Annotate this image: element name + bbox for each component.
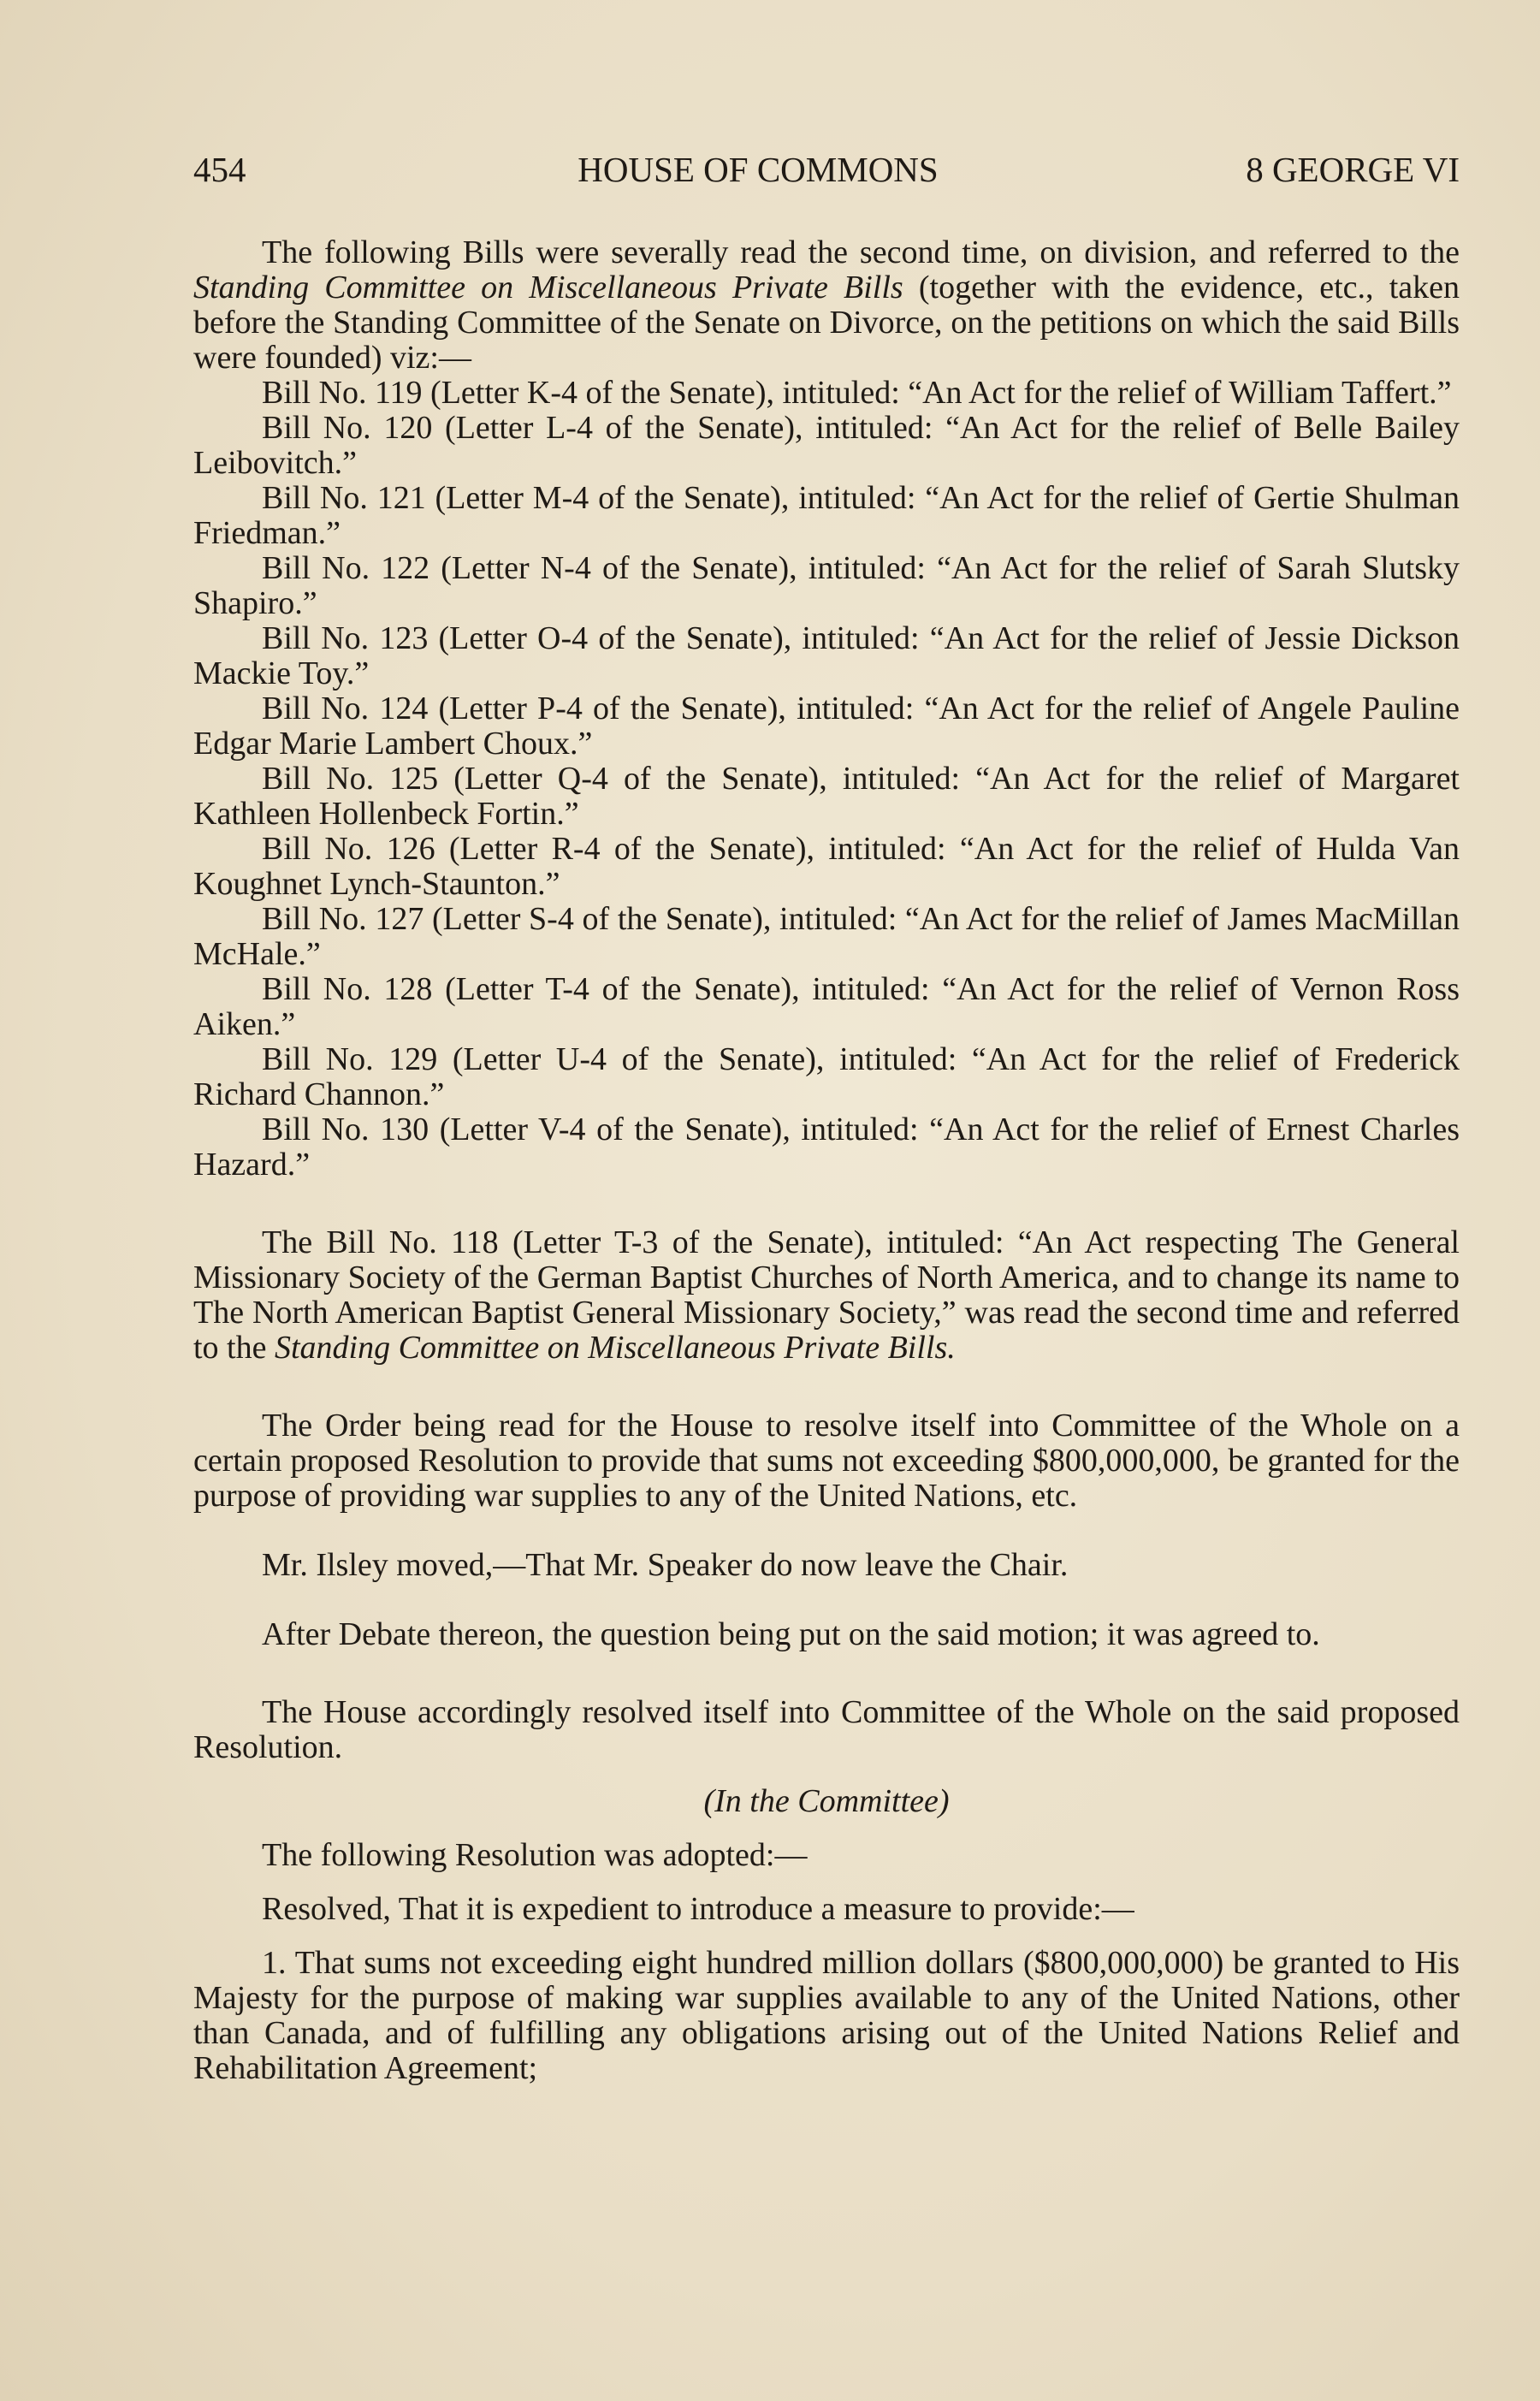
bill-item: Bill No. 129 (Letter U-4 of the Senate), intituled: “An Act for the relief of Frederick Richard Channon.” <box>193 1041 1460 1112</box>
intro-part1: The following Bills were severally read the second time, on division, and referred to the <box>262 234 1460 270</box>
motion-paragraph: Mr. Ilsley moved,—That Mr. Speaker do now leave the Chair. <box>262 1547 1069 1583</box>
bill-118-text: The Bill No. 118 (Letter T-3 of the Senate), intituled: “An Act respecting The General Missionary Society of the German Baptist Churches of North America, and to change its name to The North American Baptist General Missionary Society,” was read the second time and referred to the <box>193 1224 1460 1366</box>
intro-committee: Standing Committee on Miscellaneous Private Bills <box>193 270 903 305</box>
bill-item: Bill No. 119 (Letter K-4 of the Senate), intituled: “An Act for the relief of William Taffert.” <box>262 375 1452 411</box>
bill-item: Bill No. 125 (Letter Q-4 of the Senate), intituled: “An Act for the relief of Margaret Kathleen Hollenbeck Fortin.” <box>193 761 1460 832</box>
bill-item: Bill No. 124 (Letter P-4 of the Senate), intituled: “An Act for the relief of Angele Pauline Edgar Marie Lambert Choux.” <box>193 691 1460 762</box>
in-committee-label: (In the Committee) <box>703 1783 950 1819</box>
bill-item: Bill No. 126 (Letter R-4 of the Senate), intituled: “An Act for the relief of Hulda Van Koughnet Lynch-Staunton.” <box>193 831 1460 902</box>
page-content <box>193 152 1460 2086</box>
adopted-paragraph: The following Resolution was adopted:— <box>262 1837 808 1873</box>
bill-item: Bill No. 123 (Letter O-4 of the Senate), intituled: “An Act for the relief of Jessie Dickson Mackie Toy.” <box>193 620 1460 691</box>
intro-paragraph <box>193 235 1460 376</box>
bill-item: Bill No. 122 (Letter N-4 of the Senate), intituled: “An Act for the relief of Sarah Slutsky Shapiro.” <box>193 550 1460 621</box>
intro-part2: (together with the evidence, etc., taken before the Standing Committee of the Senate on Divorce, on the petitions on which the said Bills were founded) viz:— <box>193 270 1460 376</box>
house-resolved-paragraph: The House accordingly resolved itself into Committee of the Whole on the said proposed Resolution. <box>193 1694 1460 1765</box>
bill-118-paragraph <box>193 1225 1460 1366</box>
order-paragraph: The Order being read for the House to resolve itself into Committee of the Whole on a certain proposed Resolution to provide that sums not exceeding $800,000,000, be granted for the purpose of providing war supplies to any of the United Nations, etc. <box>193 1408 1460 1514</box>
running-title: HOUSE OF COMMONS <box>578 150 939 189</box>
bill-item: Bill No. 128 (Letter T-4 of the Senate), intituled: “An Act for the relief of Vernon Ross Aiken.” <box>193 971 1460 1042</box>
page-number: 454 <box>193 150 246 189</box>
clause-1-paragraph: 1. That sums not exceeding eight hundred million dollars ($800,000,000) be granted to His Majesty for the purpose of making war supplies available to any of the United Nations, other than Canada, and of fulfilling any obligations arising out of the United Nations Relief and Rehabilitation Agreement; <box>193 1945 1460 2086</box>
bill-118-committee: Standing Committee on Miscellaneous Private Bills. <box>274 1330 956 1366</box>
bill-item: Bill No. 127 (Letter S-4 of the Senate), intituled: “An Act for the relief of James MacMillan McHale.” <box>193 901 1460 972</box>
running-header <box>193 152 1460 187</box>
bill-item: Bill No. 121 (Letter M-4 of the Senate), intituled: “An Act for the relief of Gertie Shulman Friedman.” <box>193 480 1460 551</box>
bill-item: Bill No. 120 (Letter L-4 of the Senate), intituled: “An Act for the relief of Belle Bailey Leibovitch.” <box>193 410 1460 481</box>
bill-item: Bill No. 130 (Letter V-4 of the Senate), intituled: “An Act for the relief of Ernest Charles Hazard.” <box>193 1112 1460 1183</box>
in-committee-heading <box>193 1784 1460 1819</box>
debate-paragraph: After Debate thereon, the question being put on the said motion; it was agreed to. <box>262 1616 1320 1652</box>
reign-label: 8 GEORGE VI <box>1246 150 1460 189</box>
resolved-paragraph: Resolved, That it is expedient to introduce a measure to provide:— <box>262 1891 1134 1927</box>
